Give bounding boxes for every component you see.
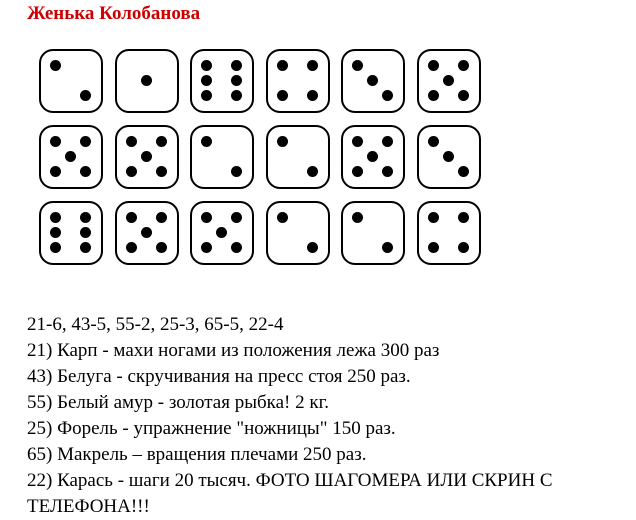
die-pip <box>231 90 242 101</box>
die-face-5 <box>341 125 405 189</box>
die-pip <box>201 242 212 253</box>
die-pip <box>80 136 91 147</box>
die-pip <box>458 166 469 177</box>
die-face-5 <box>190 201 254 265</box>
die-pip <box>50 212 61 223</box>
die-pip <box>443 75 454 86</box>
die-pip <box>156 166 167 177</box>
die-pip <box>50 227 61 238</box>
die-pip <box>382 242 393 253</box>
die-face-2 <box>266 125 330 189</box>
die-pip <box>307 242 318 253</box>
die-face-1 <box>115 49 179 113</box>
die-face-2 <box>341 201 405 265</box>
die-pip <box>382 136 393 147</box>
die-pip <box>201 136 212 147</box>
die-pip <box>231 166 242 177</box>
die-pip <box>352 212 363 223</box>
dice-summary-line: 21-6, 43-5, 55-2, 25-3, 65-5, 22-4 <box>27 314 284 335</box>
die-pip <box>141 227 152 238</box>
die-pip <box>50 242 61 253</box>
die-pip <box>156 242 167 253</box>
die-pip <box>367 151 378 162</box>
die-pip <box>126 242 137 253</box>
exercise-line-65: 65) Макрель – вращения плечами 250 раз. <box>27 444 367 465</box>
text-block <box>27 312 627 520</box>
die-pip <box>141 151 152 162</box>
die-pip <box>80 166 91 177</box>
die-face-3 <box>417 125 481 189</box>
die-pip <box>428 136 439 147</box>
die-pip <box>443 151 454 162</box>
die-pip <box>307 166 318 177</box>
die-pip <box>428 242 439 253</box>
die-pip <box>126 136 137 147</box>
die-pip <box>382 166 393 177</box>
die-pip <box>80 90 91 101</box>
die-pip <box>50 166 61 177</box>
die-pip <box>156 136 167 147</box>
dice-grid <box>39 49 489 265</box>
die-pip <box>458 90 469 101</box>
die-pip <box>352 136 363 147</box>
die-pip <box>428 212 439 223</box>
die-pip <box>277 60 288 71</box>
die-pip <box>352 166 363 177</box>
die-pip <box>458 60 469 71</box>
die-face-3 <box>341 49 405 113</box>
die-face-5 <box>115 125 179 189</box>
die-pip <box>231 75 242 86</box>
die-pip <box>156 212 167 223</box>
die-pip <box>65 151 76 162</box>
die-face-6 <box>190 49 254 113</box>
die-face-6 <box>39 201 103 265</box>
die-pip <box>382 90 393 101</box>
die-pip <box>307 90 318 101</box>
die-pip <box>80 242 91 253</box>
die-pip <box>126 212 137 223</box>
die-face-4 <box>417 201 481 265</box>
die-face-4 <box>266 49 330 113</box>
die-pip <box>126 166 137 177</box>
exercise-line-43: 43) Белуга - скручивания на пресс стоя 250 раз. <box>27 366 411 387</box>
exercise-line-21: 21) Карп - махи ногами из положения лежа 300 раз <box>27 340 440 361</box>
die-face-2 <box>266 201 330 265</box>
die-pip <box>80 227 91 238</box>
die-pip <box>231 212 242 223</box>
author-name: Женька Колобанова <box>27 3 201 24</box>
die-pip <box>277 90 288 101</box>
die-face-5 <box>417 49 481 113</box>
die-pip <box>50 136 61 147</box>
die-pip <box>201 60 212 71</box>
die-pip <box>458 212 469 223</box>
exercise-line-25: 25) Форель - упражнение "ножницы" 150 раз. <box>27 418 396 439</box>
die-pip <box>216 227 227 238</box>
die-pip <box>277 136 288 147</box>
die-pip <box>231 242 242 253</box>
die-pip <box>367 75 378 86</box>
die-pip <box>428 60 439 71</box>
die-pip <box>141 75 152 86</box>
die-face-5 <box>39 125 103 189</box>
die-pip <box>201 75 212 86</box>
exercise-line-22: 22) Карась - шаги 20 тысяч. ФОТО ШАГОМЕРА ИЛИ СКРИН С ТЕЛЕФОНА!!! <box>27 470 553 517</box>
exercise-line-55: 55) Белый амур - золотая рыбка! 2 кг. <box>27 392 329 413</box>
die-pip <box>80 212 91 223</box>
die-pip <box>458 242 469 253</box>
die-pip <box>428 90 439 101</box>
die-pip <box>50 60 61 71</box>
die-face-5 <box>115 201 179 265</box>
die-face-2 <box>190 125 254 189</box>
die-pip <box>352 60 363 71</box>
die-pip <box>231 60 242 71</box>
die-pip <box>201 212 212 223</box>
die-pip <box>277 212 288 223</box>
die-pip <box>201 90 212 101</box>
die-pip <box>307 60 318 71</box>
die-face-2 <box>39 49 103 113</box>
